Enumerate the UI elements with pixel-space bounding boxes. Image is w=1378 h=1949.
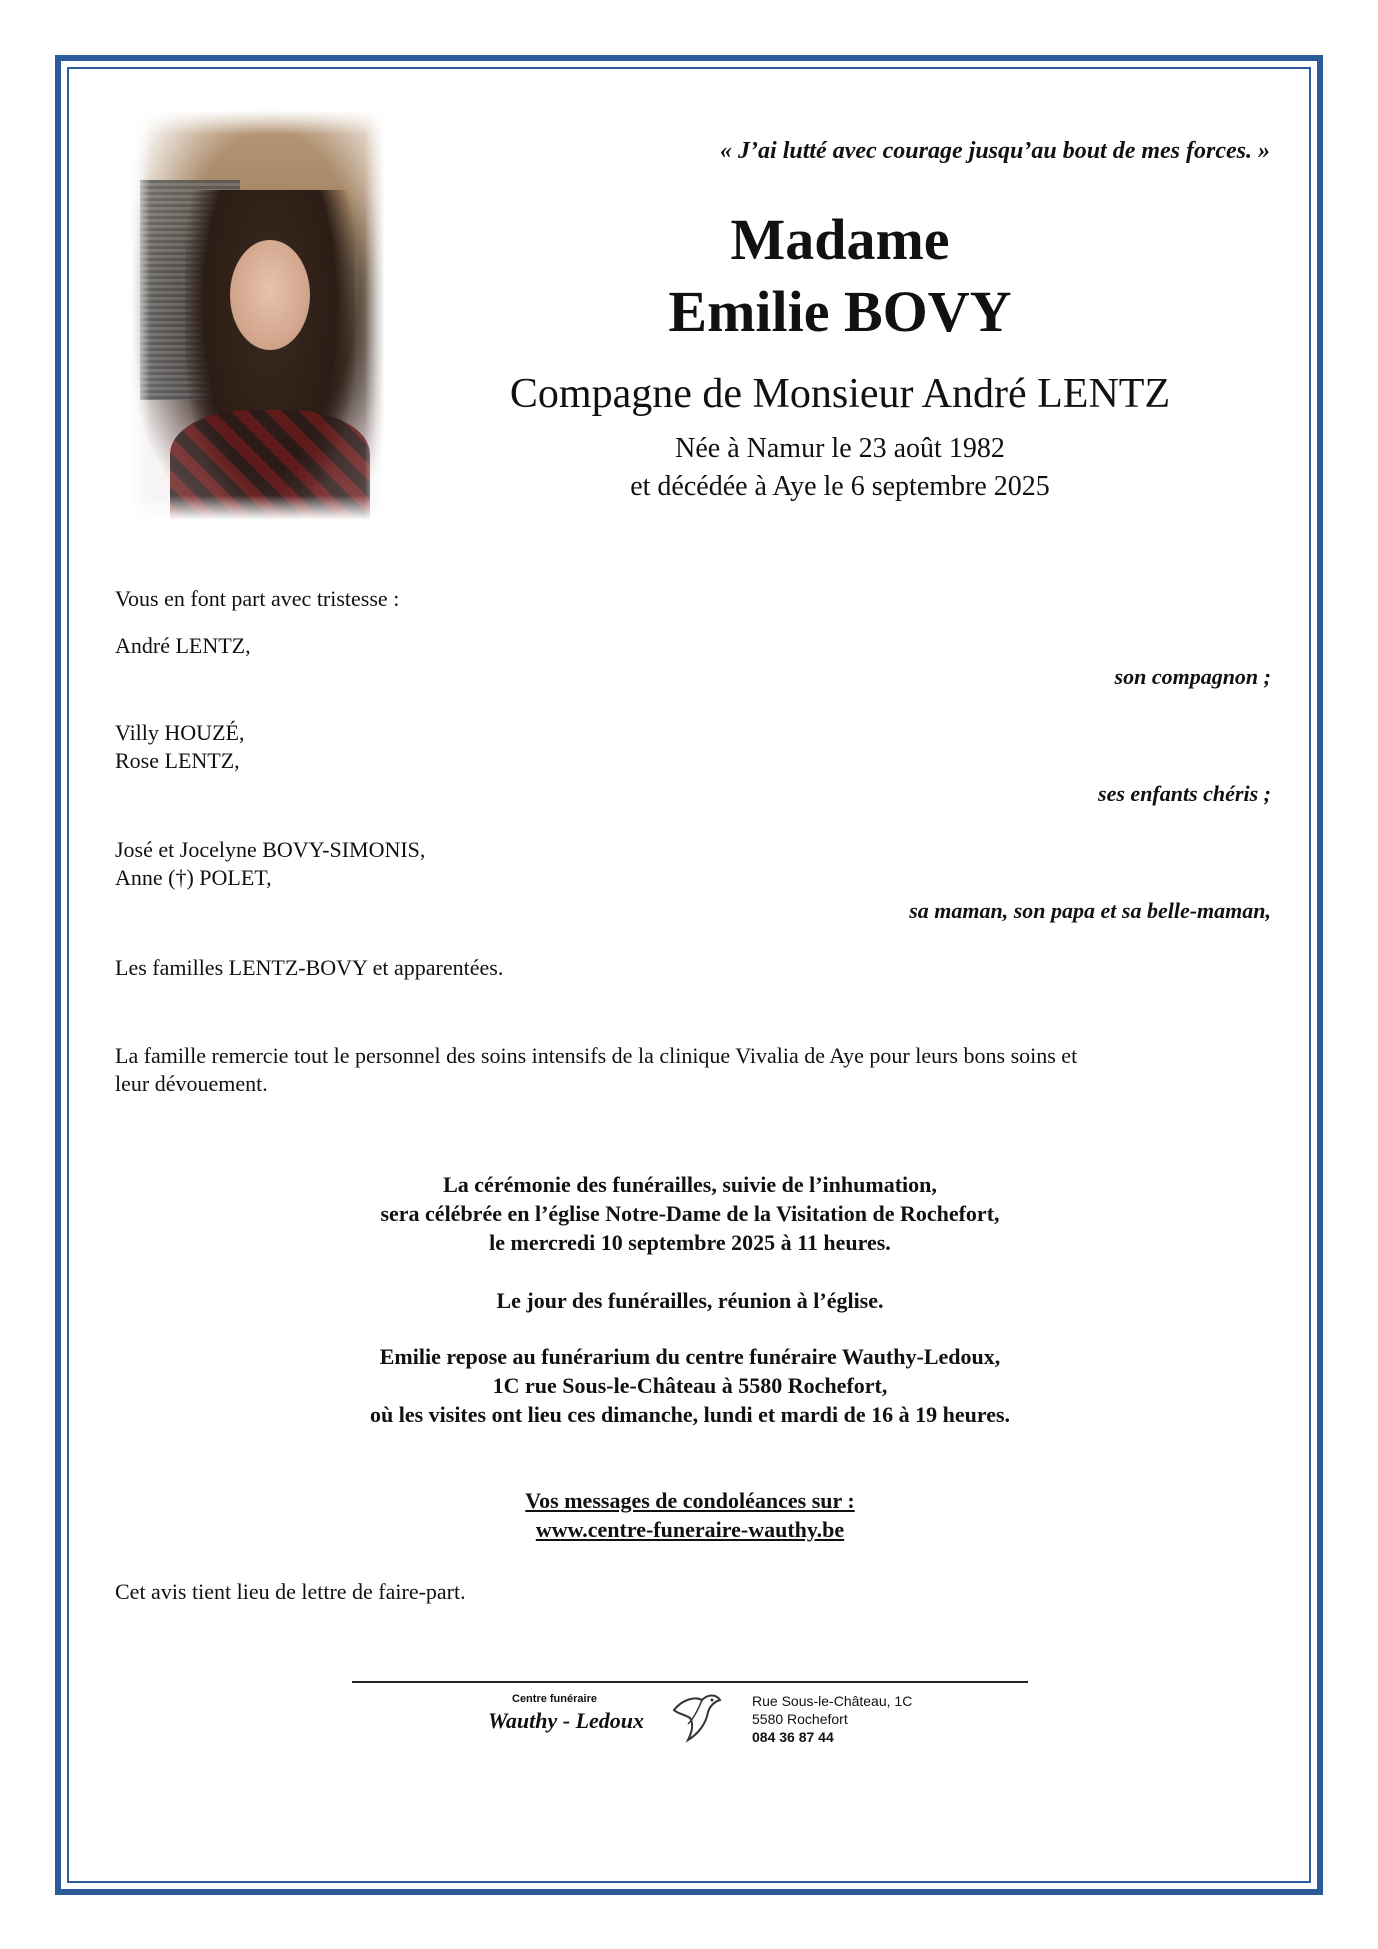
birth-line: Née à Namur le 23 août 1982	[675, 433, 1005, 464]
footer-phone: 084 36 87 44	[752, 1729, 834, 1745]
repose-block	[115, 1342, 1265, 1429]
family-role-3: sa maman, son papa et sa belle-maman,	[909, 898, 1271, 923]
repose-line: Emilie repose au funérarium du centre funéraire Wauthy-Ledoux,	[379, 1344, 1001, 1369]
reunion-line: Le jour des funérailles, réunion à l’église.	[496, 1288, 884, 1313]
family-names-2a: Villy HOUZÉ,	[115, 720, 245, 745]
life-dates	[440, 430, 1240, 506]
ceremony-line: le mercredi 10 septembre 2025 à 11 heures.	[489, 1230, 891, 1255]
family-names-3a: José et Jocelyne BOVY-SIMONIS,	[115, 837, 426, 862]
footer-street: Rue Sous-le-Château, 1C	[752, 1693, 913, 1709]
death-line: et décédée à Aye le 6 septembre 2025	[630, 471, 1050, 502]
deceased-name: Emilie BOVY	[668, 279, 1012, 344]
condolences-label: Vos messages de condoléances sur :	[525, 1488, 855, 1513]
partner-line: Compagne de Monsieur André LENTZ	[509, 371, 1171, 417]
intro-line: Vous en font part avec tristesse :	[115, 586, 400, 611]
portrait-photo	[130, 110, 385, 520]
thanks-line-2: leur dévouement.	[115, 1071, 268, 1096]
bird-logo-icon	[668, 1684, 724, 1746]
family-role-1: son compagnon ;	[1114, 664, 1271, 689]
ceremony-block	[115, 1170, 1265, 1257]
family-names-1: André LENTZ,	[115, 633, 251, 658]
footer-divider	[352, 1681, 1028, 1683]
footer-address	[752, 1692, 912, 1746]
deceased-title: Madame	[730, 207, 950, 272]
ceremony-line: sera célébrée en l’église Notre-Dame de la Visitation de Rochefort,	[380, 1201, 1000, 1226]
thanks-line-1: La famille remercie tout le personnel des soins intensifs de la clinique Vivalia de Aye pour leurs bons soins et	[115, 1043, 1078, 1068]
condolences-link[interactable]: www.centre-funeraire-wauthy.be	[535, 1517, 845, 1542]
footer-logo-caption: Centre funéraire	[512, 1693, 597, 1705]
footer-logo-name: Wauthy - Ledoux	[488, 1708, 645, 1733]
footer-city: 5580 Rochefort	[752, 1711, 848, 1727]
epigraph-quote: « J’ai lutté avec courage jusqu’au bout de mes forces. »	[720, 138, 1270, 164]
family-names-2b: Rose LENTZ,	[115, 748, 240, 773]
closing-line: Cet avis tient lieu de lettre de faire-part.	[115, 1579, 466, 1604]
repose-line: 1C rue Sous-le-Château à 5580 Rochefort,	[492, 1373, 888, 1398]
condolences-block	[115, 1486, 1265, 1544]
repose-line: où les visites ont lieu ces dimanche, lundi et mardi de 16 à 19 heures.	[369, 1402, 1011, 1427]
ceremony-line: La cérémonie des funérailles, suivie de l’inhumation,	[443, 1172, 937, 1197]
family-role-2: ses enfants chéris ;	[1098, 781, 1271, 806]
families-line: Les familles LENTZ-BOVY et apparentées.	[115, 955, 504, 980]
family-names-3b: Anne (†) POLET,	[115, 865, 272, 890]
